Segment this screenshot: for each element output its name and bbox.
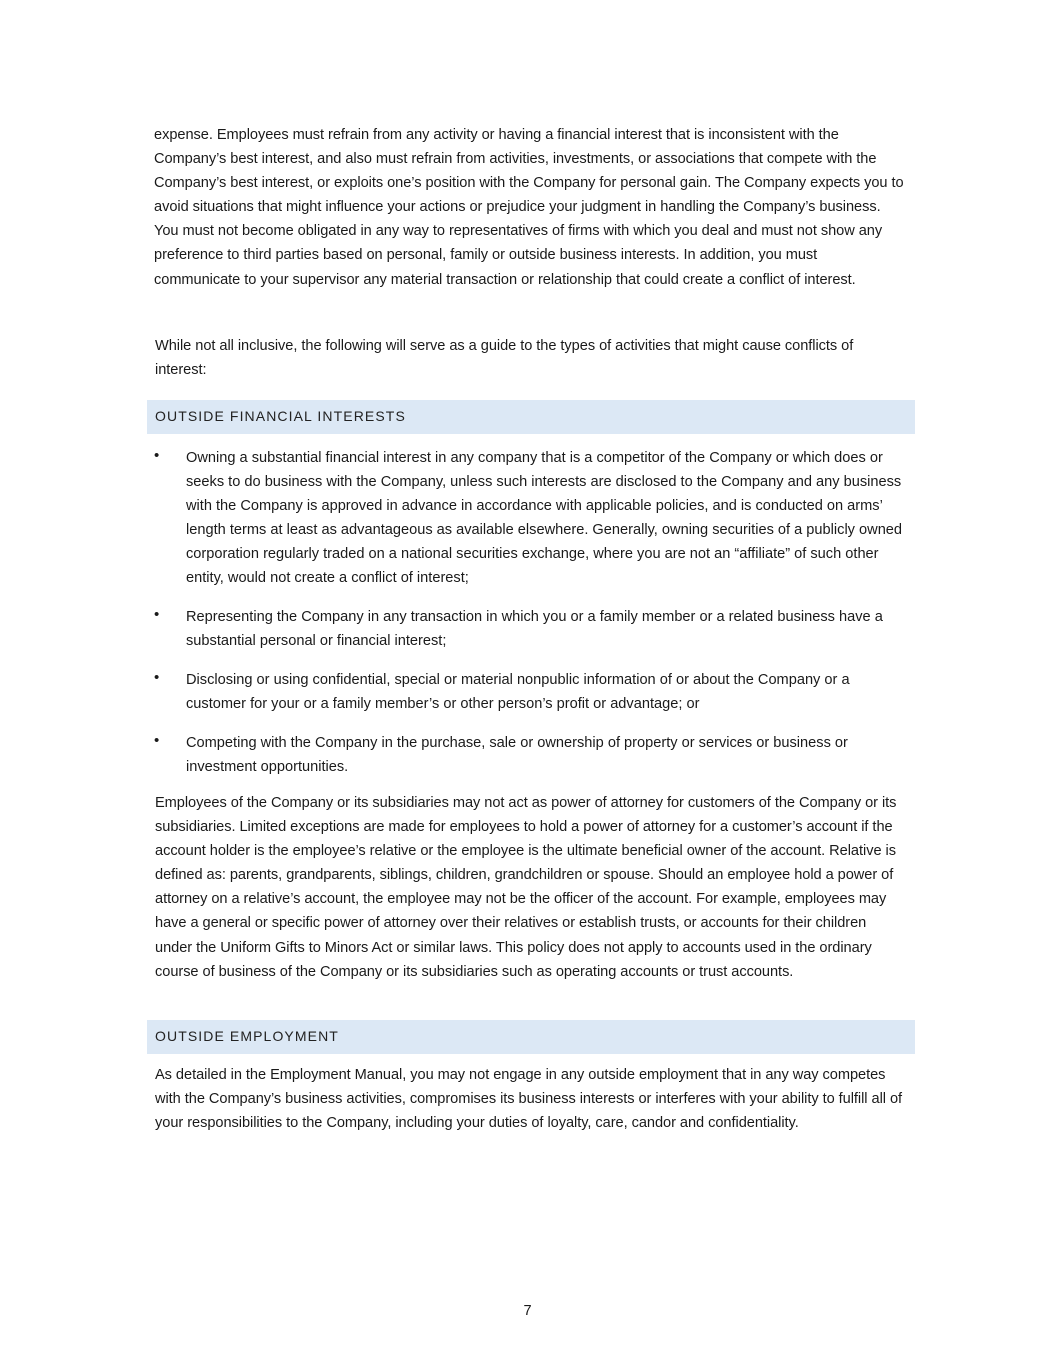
bullet-icon: •	[154, 606, 160, 623]
section-heading-label: OUTSIDE EMPLOYMENT	[155, 1028, 339, 1044]
bullet-text: Owning a substantial financial interest in any company that is a competitor of the Company or which does or seeks to do business with the Company, unless such interests are disclosed to the Company and any business with the Company is approved in advance in accordance with applicable policies, and is conducted on arms’ length terms at least as advantageous as available elsewhere. Generally, owning securities of a publicly owned corporation regularly traded on a national securities exchange, where you are not an “affiliate” of such other entity, would not create a conflict of interest;	[186, 450, 903, 587]
power-of-attorney-paragraph: Employees of the Company or its subsidiaries may not act as power of attorney for customers of the Company or its subsidiaries. Limited exceptions are made for employees to hold a power of attorney for a customer’s account if the account holder is the employee’s relative or the employee is the ultimate beneficial owner of the account. Relative is defined as: parents, grandparents, siblings, children, grandchildren or spouse. Should an employee hold a power of attorney on a relative’s account, the employee may not be the officer of the account. For example, employees may have a general or specific power of attorney over their relatives or establish trusts, or accounts for their children under the Uniform Gifts to Minors Act or similar laws. This policy does not apply to accounts used in the ordinary course of business of the Company or its subsidiaries such as operating accounts or trust accounts.	[155, 795, 897, 980]
bullet-icon: •	[154, 669, 160, 686]
bullet-text: Representing the Company in any transaction in which you or a family member or a related business have a substantial personal or financial interest;	[186, 609, 883, 650]
bullet-icon: •	[154, 447, 160, 464]
bullet-text: Competing with the Company in the purchase, sale or ownership of property or services or business or investment opportunities.	[186, 735, 848, 776]
guide-paragraph: While not all inclusive, the following will serve as a guide to the types of activities that might cause conflicts of interest:	[155, 338, 854, 379]
section-heading-outside-employment	[147, 1020, 915, 1054]
outside-employment-paragraph: As detailed in the Employment Manual, you may not engage in any outside employment that in any way competes with the Company’s business activities, compromises its business interests or interferes with your ability to fulfill all of your responsibilities to the Company, including your duties of loyalty, care, candor and confidentiality.	[155, 1067, 903, 1132]
section-heading-label: OUTSIDE FINANCIAL INTERESTS	[155, 408, 406, 424]
page-number: 7	[523, 1303, 532, 1319]
intro-paragraph: expense. Employees must refrain from any activity or having a financial interest that is inconsistent with the Company’s best interest, and also must refrain from activities, investments, or associations that compete with the Company’s best interest, or exploits one’s position with the Company for personal gain. The Company expects you to avoid situations that might influence your actions or prejudice your judgment in handling the Company’s business. You must not become obligated in any way to representatives of firms with which you deal and must not show any preference to third parties based on personal, family or outside business interests. In addition, you must communicate to your supervisor any material transaction or relationship that could create a conflict of interest.	[154, 127, 904, 288]
bullet-text: Disclosing or using confidential, special or material nonpublic information of or about the Company or a customer for your or a family member’s or other person’s profit or advantage; or	[186, 672, 850, 713]
bullet-icon: •	[154, 732, 160, 749]
section-heading-outside-financial-interests	[147, 400, 915, 434]
